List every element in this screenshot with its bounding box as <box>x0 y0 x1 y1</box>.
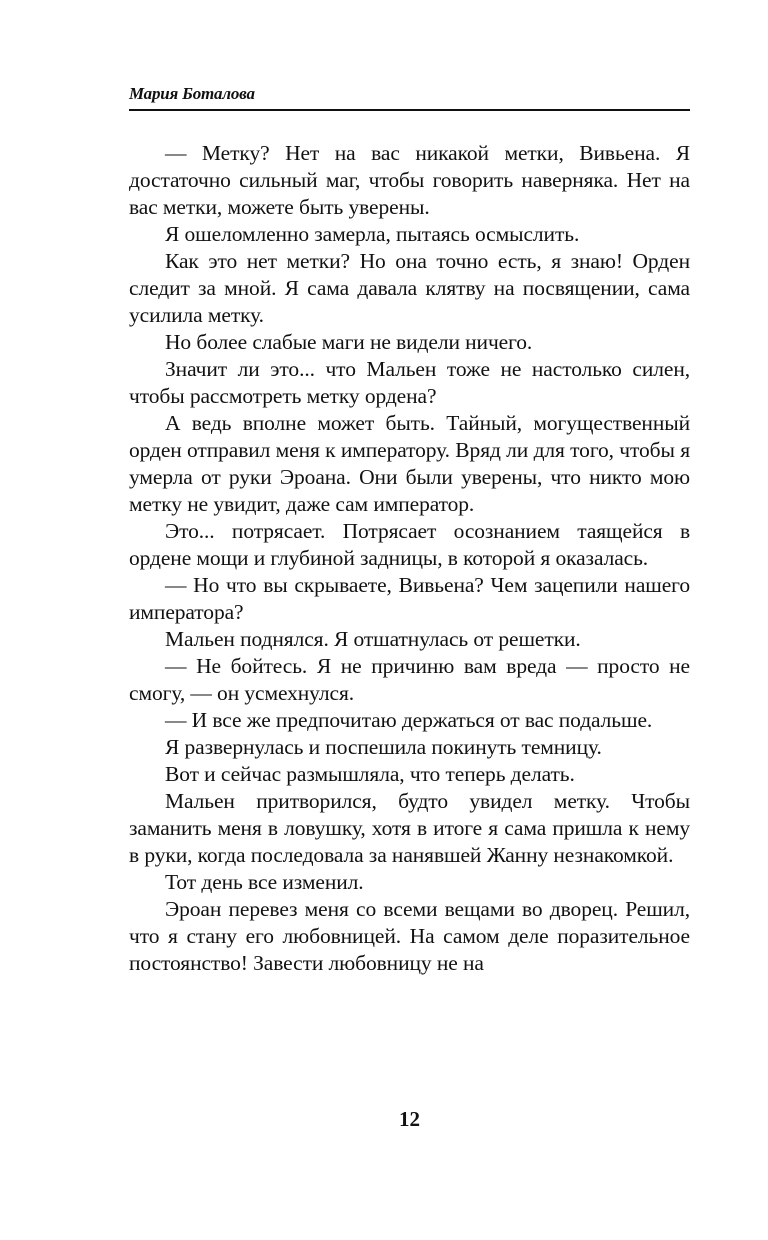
paragraph: Я развернулась и поспешила покинуть темницу. <box>165 735 602 759</box>
paragraph: Значит ли это... что Мальен тоже не настолько силен, чтобы рассмотреть метку ордена? <box>129 357 690 408</box>
paragraph: Мальен поднялся. Я отшатнулась от решетки. <box>165 627 581 651</box>
paragraph: Но более слабые маги не видели ничего. <box>165 330 533 354</box>
paragraph: Тот день все изменил. <box>165 870 364 894</box>
paragraph: — Но что вы скрываете, Вивьена? Чем зацепили нашего императора? <box>129 573 690 624</box>
paragraph: — Не бойтесь. Я не причиню вам вреда — просто не смогу, — он усмехнулся. <box>129 654 690 705</box>
paragraph: Вот и сейчас размышляла, что теперь делать. <box>165 762 575 786</box>
paragraph: Эроан перевез меня со всеми вещами во дворец. Решил, что я стану его любовницей. На самом деле поразительное постоянство! Завести любовницу не на <box>129 897 690 975</box>
paragraph: А ведь вполне может быть. Тайный, могущественный орден отправил меня к императору. Вряд ли для того, чтобы я умерла от руки Эроана. Они были уверены, что никто мою метку не увидит, даже сам император. <box>129 411 690 516</box>
page-number: 12 <box>399 1107 420 1131</box>
paragraph: — И все же предпочитаю держаться от вас подальше. <box>165 708 653 732</box>
paragraph: Мальен притворился, будто увидел метку. Чтобы заманить меня в ловушку, хотя в итоге я сама пришла к нему в руки, когда последовала за нанявшей Жанну незнакомкой. <box>129 789 690 867</box>
paragraph: Это... потрясает. Потрясает осознанием таящейся в ордене мощи и глубиной задницы, в которой я оказалась. <box>129 519 690 570</box>
paragraph: Как это нет метки? Но она точно есть, я знаю! Орден следит за мной. Я сама давала клятву на посвящении, сама усилила метку. <box>129 249 690 327</box>
running-header <box>129 84 690 104</box>
paragraph: — Метку? Нет на вас никакой метки, Вивьена. Я достаточно сильный маг, чтобы говорить наверняка. Нет на вас метки, можете быть уверены. <box>129 141 690 219</box>
header-rule <box>129 109 690 111</box>
body-text <box>129 140 690 977</box>
author-name: Мария Боталова <box>129 84 255 103</box>
paragraph: Я ошеломленно замерла, пытаясь осмыслить. <box>165 222 580 246</box>
